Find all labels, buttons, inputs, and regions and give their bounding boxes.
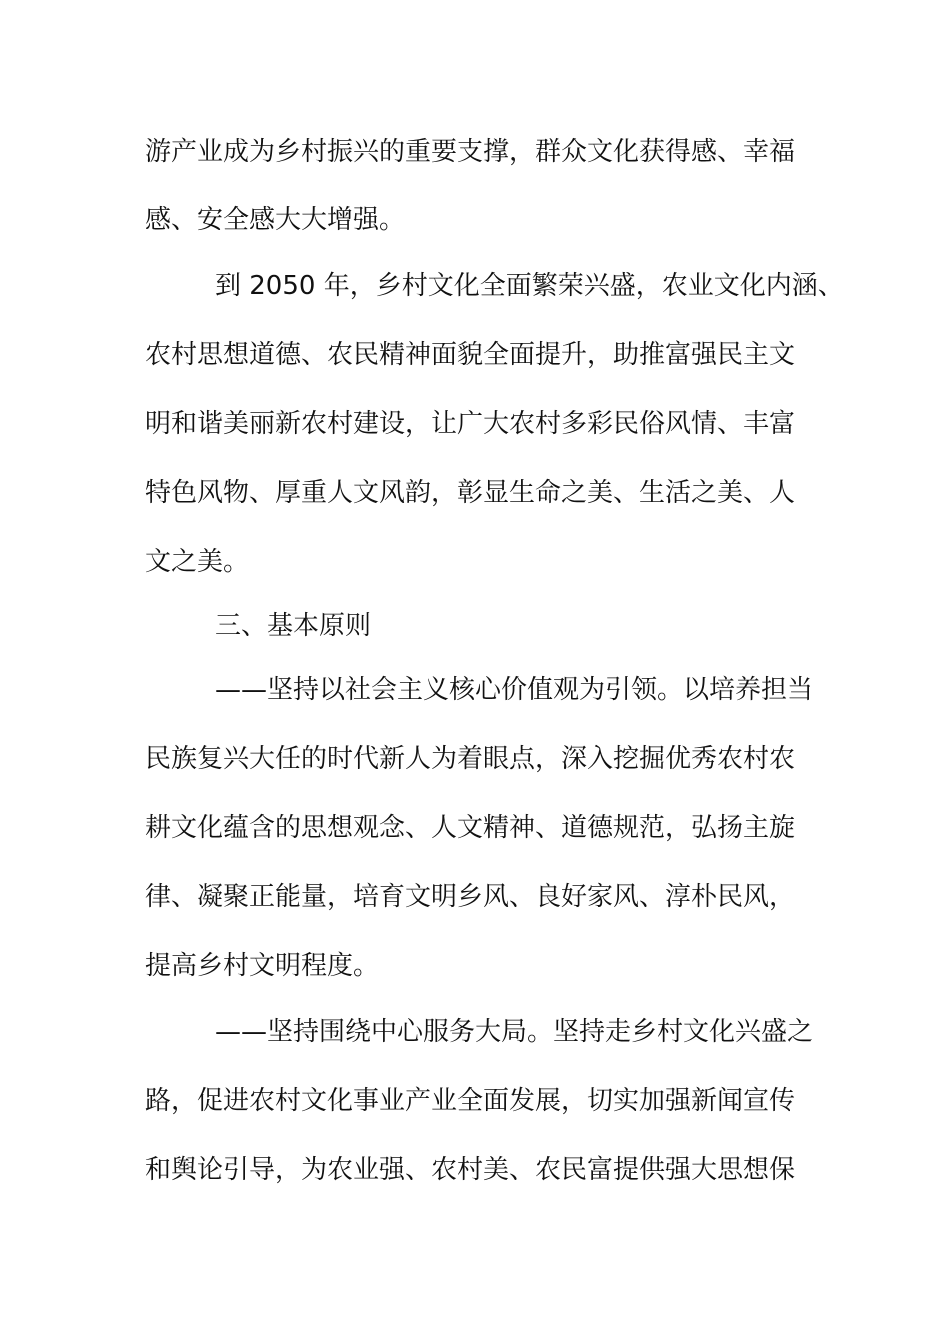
- text-line: 游产业成为乡村振兴的重要支撑，群众文化获得感、幸福: [145, 137, 796, 167]
- text-line: 农村思想道德、农民精神面貌全面提升，助推富强民主文: [145, 340, 796, 370]
- text-line: 耕文化蕴含的思想观念、人文精神、道德规范，弘扬主旋: [145, 813, 796, 843]
- text-line: 文之美。: [145, 547, 250, 577]
- section-heading: 三、基本原则: [215, 611, 372, 641]
- text-line: 律、凝聚正能量，培育文明乡风、良好家风、淳朴民风，: [145, 882, 796, 912]
- text-line: 和舆论引导，为农业强、农村美、农民富提供强大思想保: [145, 1155, 796, 1185]
- text-line: 明和谐美丽新农村建设，让广大农村多彩民俗风情、丰富: [145, 409, 796, 439]
- text-line: 到 2050 年，乡村文化全面繁荣兴盛，农业文化内涵、: [215, 271, 844, 301]
- text-line: 路，促进农村文化事业产业全面发展，切实加强新闻宣传: [145, 1086, 796, 1116]
- text-line: 民族复兴大任的时代新人为着眼点，深入挖掘优秀农村农: [145, 744, 796, 774]
- text-line: 感、安全感大大增强。: [145, 205, 406, 235]
- text-line: 特色风物、厚重人文风韵，彰显生命之美、生活之美、人: [145, 478, 796, 508]
- text-line: ——坚持围绕中心服务大局。坚持走乡村文化兴盛之: [215, 1017, 814, 1047]
- text-line: 提高乡村文明程度。: [145, 951, 380, 981]
- text-line: ——坚持以社会主义核心价值观为引领。以培养担当: [215, 675, 814, 705]
